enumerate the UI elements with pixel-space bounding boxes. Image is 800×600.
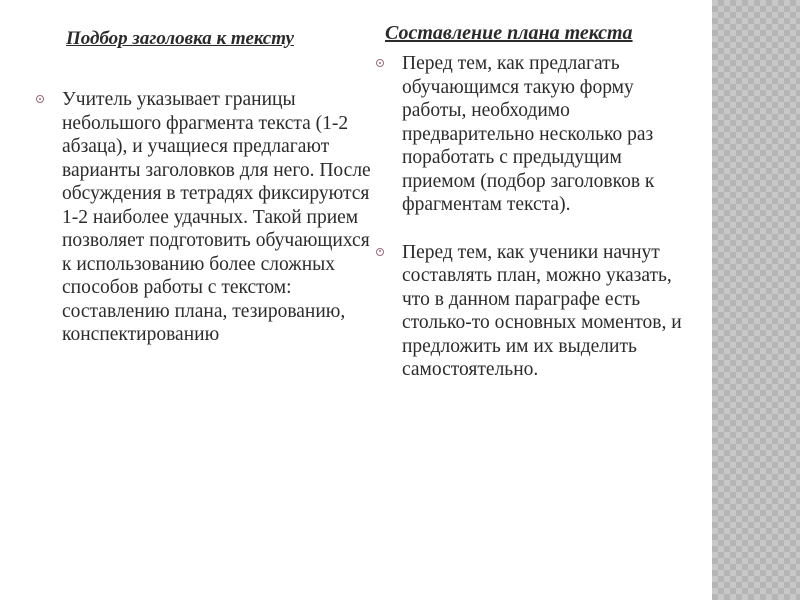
bullet-text: Перед тем, как предлагать обучающимся такую форму работы, необходимо предварительно несколько раз поработать с предыдущим приемом (подбор заголовков к фрагментам текста). bbox=[402, 53, 655, 215]
left-bullet-list bbox=[36, 88, 381, 347]
decorative-side-strip bbox=[712, 0, 800, 600]
bullet-circle-icon bbox=[376, 59, 384, 67]
list-item bbox=[36, 88, 381, 347]
bullet-text: Учитель указывает границы небольшого фрагмента текста (1-2 абзаца), и учащиеся предлагают варианты заголовков для него. После обсуждения в тетрадях фиксируются 1-2 наиболее удачных. Такой прием позволяет подготовить обучающихся к использованию более сложных способов работы с текстом: составлению плана, тезированию, конспектированию bbox=[62, 89, 371, 345]
right-bullet-list bbox=[376, 52, 696, 382]
left-heading: Подбор заголовка к тексту bbox=[66, 28, 294, 49]
bullet-circle-icon bbox=[376, 248, 384, 256]
list-item bbox=[376, 52, 696, 217]
bullet-text: Перед тем, как ученики начнут составлять план, можно указать, что в данном параграфе есть столько-то основных моментов, и предложить им их выделить самостоятельно. bbox=[402, 241, 682, 380]
bullet-circle-icon bbox=[36, 95, 44, 103]
right-heading: Составление плана текста bbox=[385, 22, 633, 44]
list-item bbox=[376, 241, 696, 382]
